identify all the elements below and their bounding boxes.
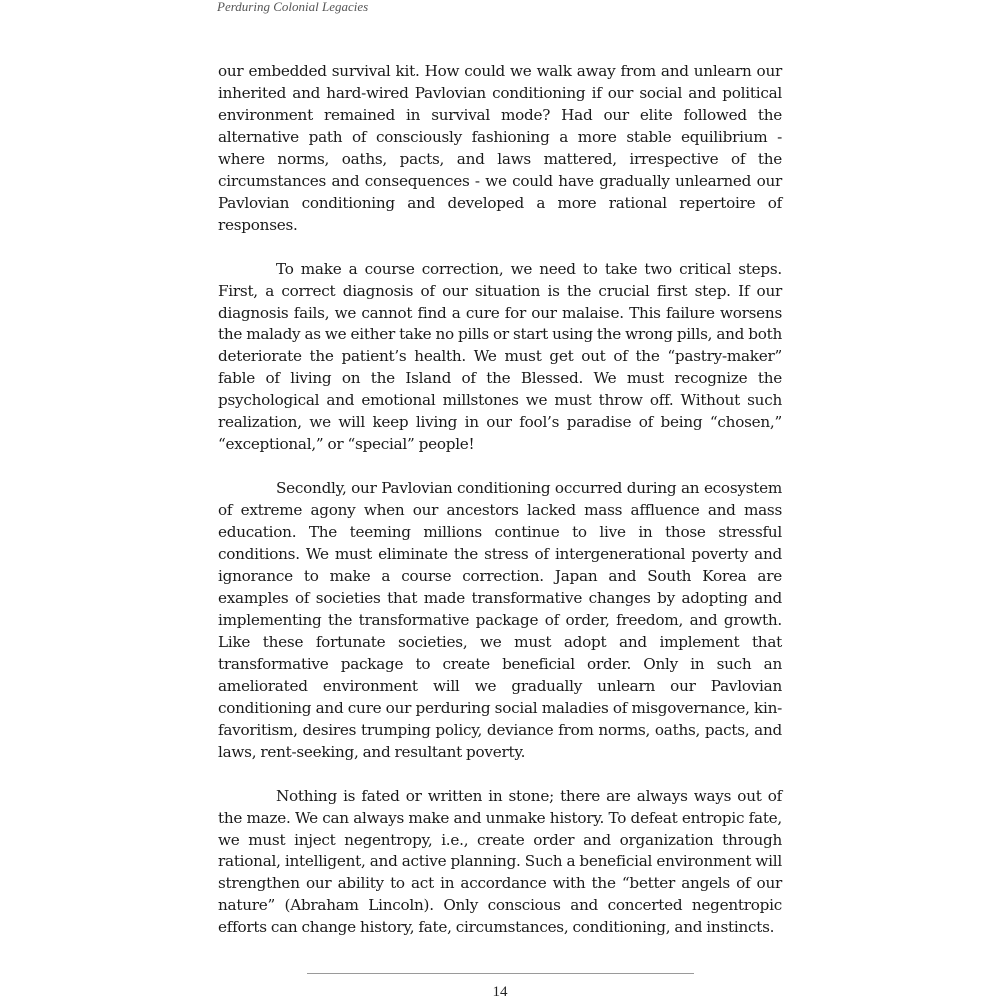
page-body-text: [218, 61, 782, 939]
paragraph-course-correction: To make a course correction, we need to take two critical steps. First, a correct diagnosis of our situation is the crucial first step. If our diagnosis fails, we cannot find a cure for our malaise. This failure worsens the malady as we either take no pills or start using the wrong pills, and both deteriorate the patient’s health. We must get out of the “pastry-maker” fable of living on the Island of the Blessed. We must recognize the psychological and emotional millstones we must throw off. Without such realization, we will keep living in our fool’s paradise of being “chosen,” “exceptional,” or “special” people!: [218, 259, 782, 454]
paragraph-spacer: [218, 764, 782, 786]
paragraph-secondly: Secondly, our Pavlovian conditioning occurred during an ecosystem of extreme agony when our ancestors lacked mass affluence and mass education. The teeming millions continue to live in those stressful conditions. We must eliminate the stress of intergenerational poverty and ignorance to make a course correction. Japan and South Korea are examples of societies that made transformative changes by adopting and implementing the transformative package of order, freedom, and growth. Like these fortunate societies, we must adopt and implement that transformative package to create beneficial order. Only in such an ameliorated environment will we gradually unlearn our Pavlovian conditioning and cure our perduring social maladies of misgovernance, kin-favoritism, desires trumping policy, deviance from norms, oaths, pacts, and laws, rent-seeking, and resultant poverty.: [218, 479, 782, 761]
paragraph-spacer: [218, 456, 782, 478]
paragraph-nothing-is-fated: Nothing is fated or written in stone; there are always ways out of the maze. We can always make and unmake history. To defeat entropic fate, we must inject negentropy, i.e., create order and organization through rational, intelligent, and active planning. Such a beneficial environment will strengthen our ability to act in accordance with the “better angels of our nature” (Abraham Lincoln). Only conscious and concerted negentropic efforts can change history, fate, circumstances, conditioning, and instincts.: [218, 786, 782, 937]
footer-divider: [307, 973, 694, 974]
paragraph-spacer: [218, 237, 782, 259]
running-header-title: Perduring Colonial Legacies: [217, 0, 369, 14]
page-number: 14: [492, 984, 508, 1000]
paragraph-continued: our embedded survival kit. How could we walk away from and unlearn our inherited and hard-wired Pavlovian conditioning if our social and political environment remained in survival mode? Had our elite followed the alternative path of consciously fashioning a more stable equilibrium - where norms, oaths, pacts, and laws mattered, irrespective of the circumstances and consequences - we could have gradually unlearned our Pavlovian conditioning and developed a more rational repertoire of responses.: [218, 62, 782, 234]
